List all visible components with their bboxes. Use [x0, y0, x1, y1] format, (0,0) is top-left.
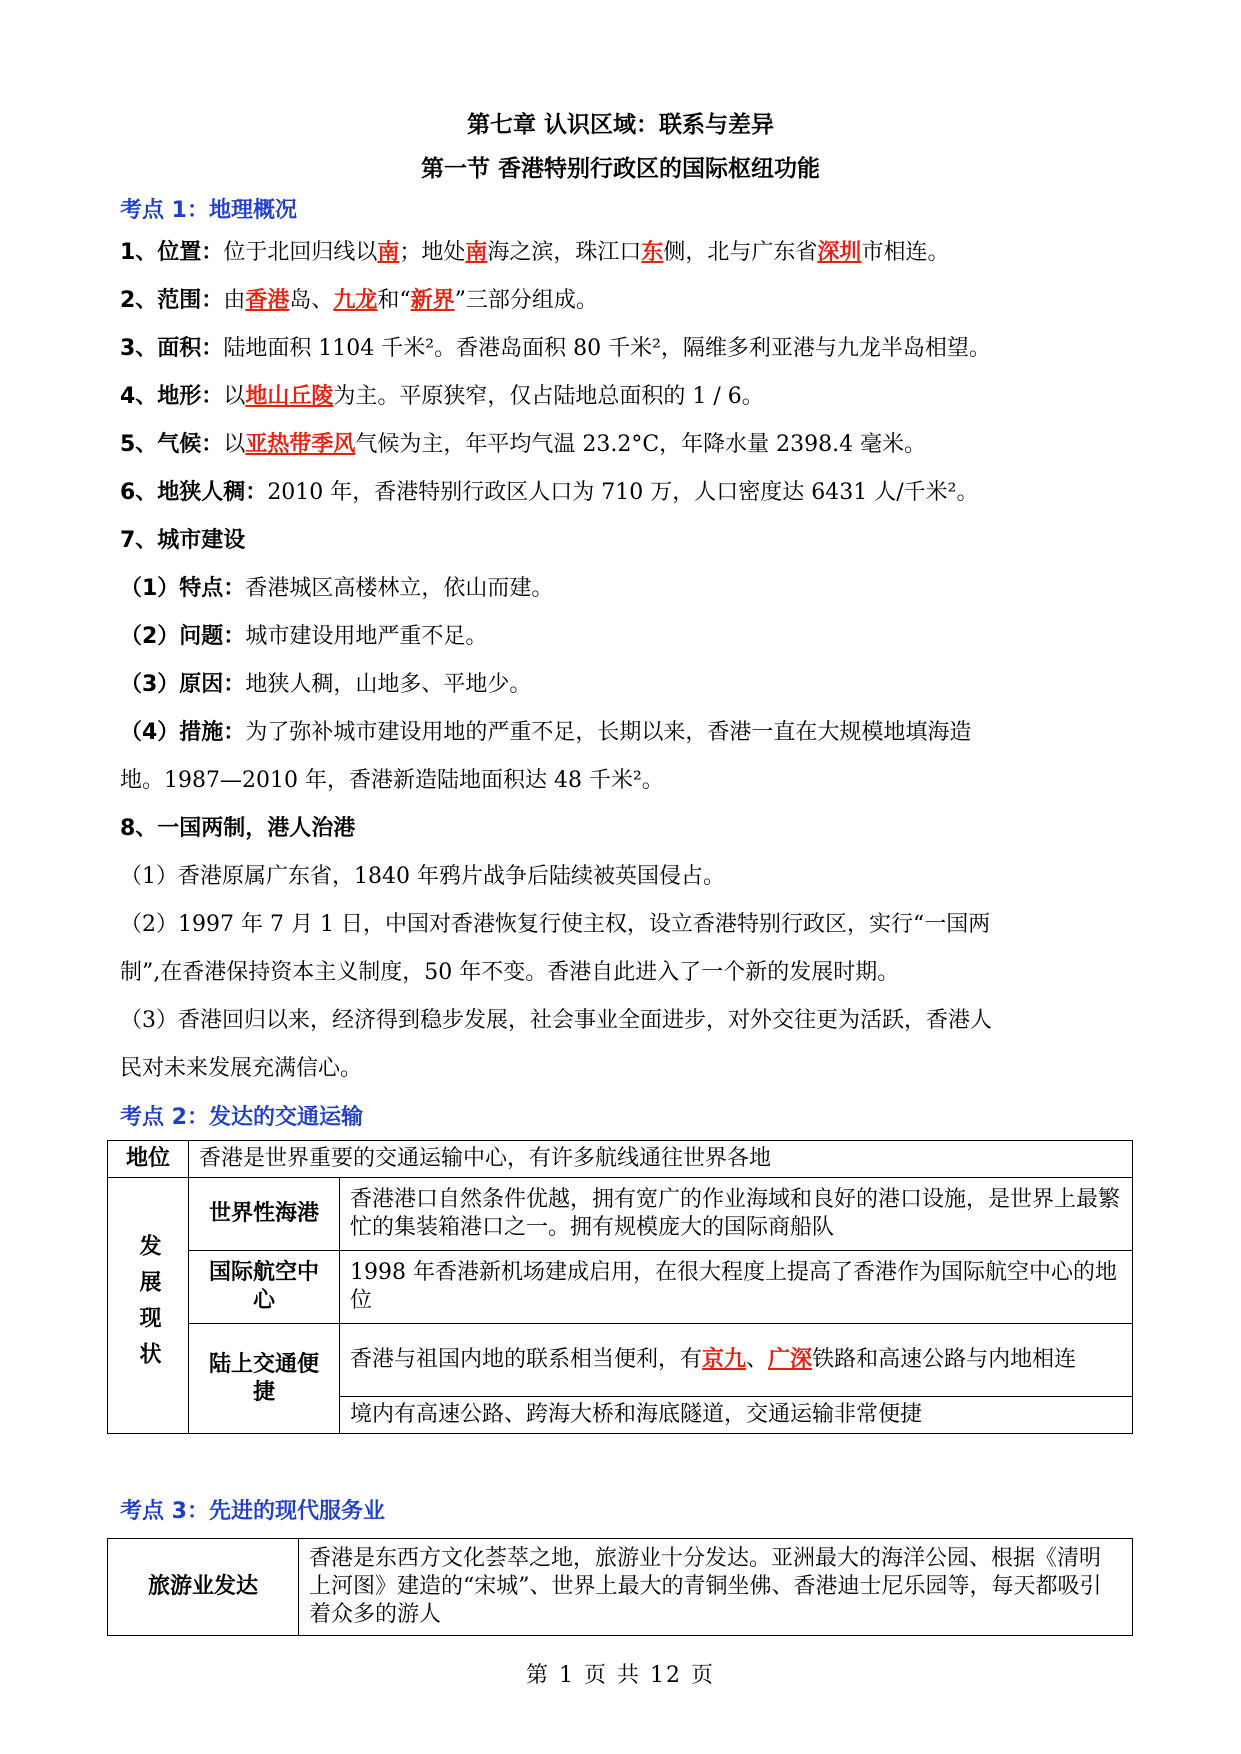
table-cell: 香港是东西方文化荟萃之地，旅游业十分发达。亚洲最大的海洋公园、根据《清明上河图》建造的“宋城”、世界上最大的青铜坐佛、香港迪士尼乐园等，每天都吸引着众多的游人 — [299, 1539, 1133, 1636]
text-span: 以 — [223, 384, 246, 409]
kaodian-3-heading: 考点 3：先进的现代服务业 — [120, 1499, 385, 1524]
keyword: 南 — [465, 240, 488, 265]
text-span: 侧，北与广东省 — [663, 240, 818, 265]
table-cell: 香港港口自然条件优越，拥有宽广的作业海域和良好的港口设施，是世界上最繁忙的集装箱港口之一。拥有规模庞大的国际商船队 — [340, 1178, 1133, 1251]
history-line-3b: 民对未来发展充满信心。 — [120, 1056, 363, 1081]
text-span: 市相连。 — [861, 240, 950, 265]
text-span: 城市建设用地严重不足。 — [245, 624, 488, 649]
item-label: 4、地形： — [120, 384, 224, 409]
text-span: 气候为主，年平均气温 23.2°C，年降水量 2398.4 毫米。 — [355, 432, 927, 457]
item-climate — [120, 430, 1130, 460]
sub-label: （4）措施： — [120, 720, 246, 745]
keyword: 南 — [377, 240, 400, 265]
table-cell-label — [108, 1178, 189, 1434]
item-population — [120, 478, 1130, 508]
sub-label: （1）特点： — [120, 576, 246, 601]
kaodian-2-heading: 考点 2：发达的交通运输 — [120, 1105, 363, 1130]
keyword: 东 — [641, 240, 664, 265]
table-row — [108, 1141, 1133, 1178]
keyword: 京九 — [702, 1347, 747, 1372]
table-cell-label: 旅游业发达 — [108, 1539, 299, 1636]
text-span: 海之滨，珠江口 — [487, 240, 642, 265]
table-row — [108, 1539, 1133, 1636]
item-terrain — [120, 382, 1130, 412]
text-span: ”三部分组成。 — [454, 288, 598, 313]
item-location — [120, 238, 1130, 268]
keyword: 新界 — [410, 288, 455, 313]
item-scope — [120, 286, 1130, 316]
text-span: ；地处 — [399, 240, 466, 265]
urban-problem — [120, 622, 1130, 652]
service-table — [107, 1538, 1133, 1636]
section-title: 第一节 香港特别行政区的国际枢纽功能 — [420, 156, 820, 182]
table-cell-label: 世界性海港 — [189, 1178, 340, 1251]
keyword: 香港 — [245, 288, 290, 313]
keyword: 亚热带季风 — [245, 432, 356, 457]
text-span: 和“ — [377, 288, 411, 313]
item-urban-heading: 7、城市建设 — [120, 528, 246, 553]
sub-label: （3）原因： — [120, 672, 246, 697]
dev-status-label: 发展现状 — [136, 1233, 161, 1378]
history-line-2a: （2）1997 年 7 月 1 日，中国对香港恢复行使主权，设立香港特别行政区，实行“一国两 — [120, 912, 991, 937]
text-span: 2010 年，香港特别行政区人口为 710 万，人口密度达 6431 人/千米²。 — [267, 480, 979, 505]
urban-reason — [120, 670, 1130, 700]
text-span: 地狭人稠，山地多、平地少。 — [245, 672, 532, 697]
table-row — [108, 1251, 1133, 1324]
text-span: 由 — [223, 288, 246, 313]
text-span: 位于北回归线以 — [223, 240, 378, 265]
text-span: 陆地面积 1104 千米²。香港岛面积 80 千米²，隔维多利亚港与九龙半岛相望。 — [223, 336, 991, 361]
item-area — [120, 334, 1130, 364]
history-line-3a: （3）香港回归以来，经济得到稳步发展，社会事业全面进步，对外交往更为活跃，香港人 — [120, 1008, 993, 1033]
table-cell-label: 地位 — [108, 1141, 189, 1178]
text-span: 香港与祖国内地的联系相当便利，有 — [350, 1347, 703, 1372]
text-span: 为主。平原狭窄，仅占陆地总面积的 1 / 6。 — [333, 384, 764, 409]
kaodian-1-heading: 考点 1：地理概况 — [120, 198, 297, 223]
sub-label: （2）问题： — [120, 624, 246, 649]
urban-measure-cont: 地。1987—2010 年，香港新造陆地面积达 48 千米²。 — [120, 768, 664, 793]
history-line-2b: 制”,在香港保持资本主义制度，50 年不变。香港自此进入了一个新的发展时期。 — [120, 960, 900, 985]
text-span: 岛、 — [289, 288, 334, 313]
item-label: 1、位置： — [120, 240, 224, 265]
urban-feature — [120, 574, 1130, 604]
keyword: 广深 — [768, 1347, 813, 1372]
text-span: 香港城区高楼林立，依山而建。 — [245, 576, 554, 601]
transport-table — [107, 1140, 1133, 1434]
item-label: 3、面积： — [120, 336, 224, 361]
table-row — [108, 1324, 1133, 1397]
urban-measure — [120, 718, 1130, 748]
history-line-1: （1）香港原属广东省，1840 年鸦片战争后陆续被英国侵占。 — [120, 864, 725, 889]
table-cell-label: 陆上交通便捷 — [189, 1324, 340, 1434]
keyword: 深圳 — [817, 240, 862, 265]
table-cell: 1998 年香港新机场建成启用，在很大程度上提高了香港作为国际航空中心的地位 — [340, 1251, 1133, 1324]
text-span: 以 — [223, 432, 246, 457]
table-row — [108, 1178, 1133, 1251]
text-span: 、 — [746, 1347, 769, 1372]
text-span: 铁路和高速公路与内地相连 — [812, 1347, 1077, 1372]
item-one-country-heading: 8、一国两制，港人治港 — [120, 816, 356, 841]
table-cell — [340, 1324, 1133, 1397]
item-label: 5、气候： — [120, 432, 224, 457]
item-label: 2、范围： — [120, 288, 224, 313]
item-label: 6、地狭人稠： — [120, 480, 268, 505]
table-cell: 境内有高速公路、跨海大桥和海底隧道，交通运输非常便捷 — [340, 1397, 1133, 1434]
table-cell: 香港是世界重要的交通运输中心，有许多航线通往世界各地 — [189, 1141, 1133, 1178]
table-cell-label: 国际航空中心 — [189, 1251, 340, 1324]
keyword: 地山丘陵 — [245, 384, 334, 409]
page-footer: 第 1 页 共 12 页 — [526, 1663, 715, 1688]
chapter-title: 第七章 认识区域：联系与差异 — [466, 112, 774, 138]
keyword: 九龙 — [333, 288, 378, 313]
text-span: 为了弥补城市建设用地的严重不足，长期以来，香港一直在大规模地填海造 — [245, 720, 972, 745]
